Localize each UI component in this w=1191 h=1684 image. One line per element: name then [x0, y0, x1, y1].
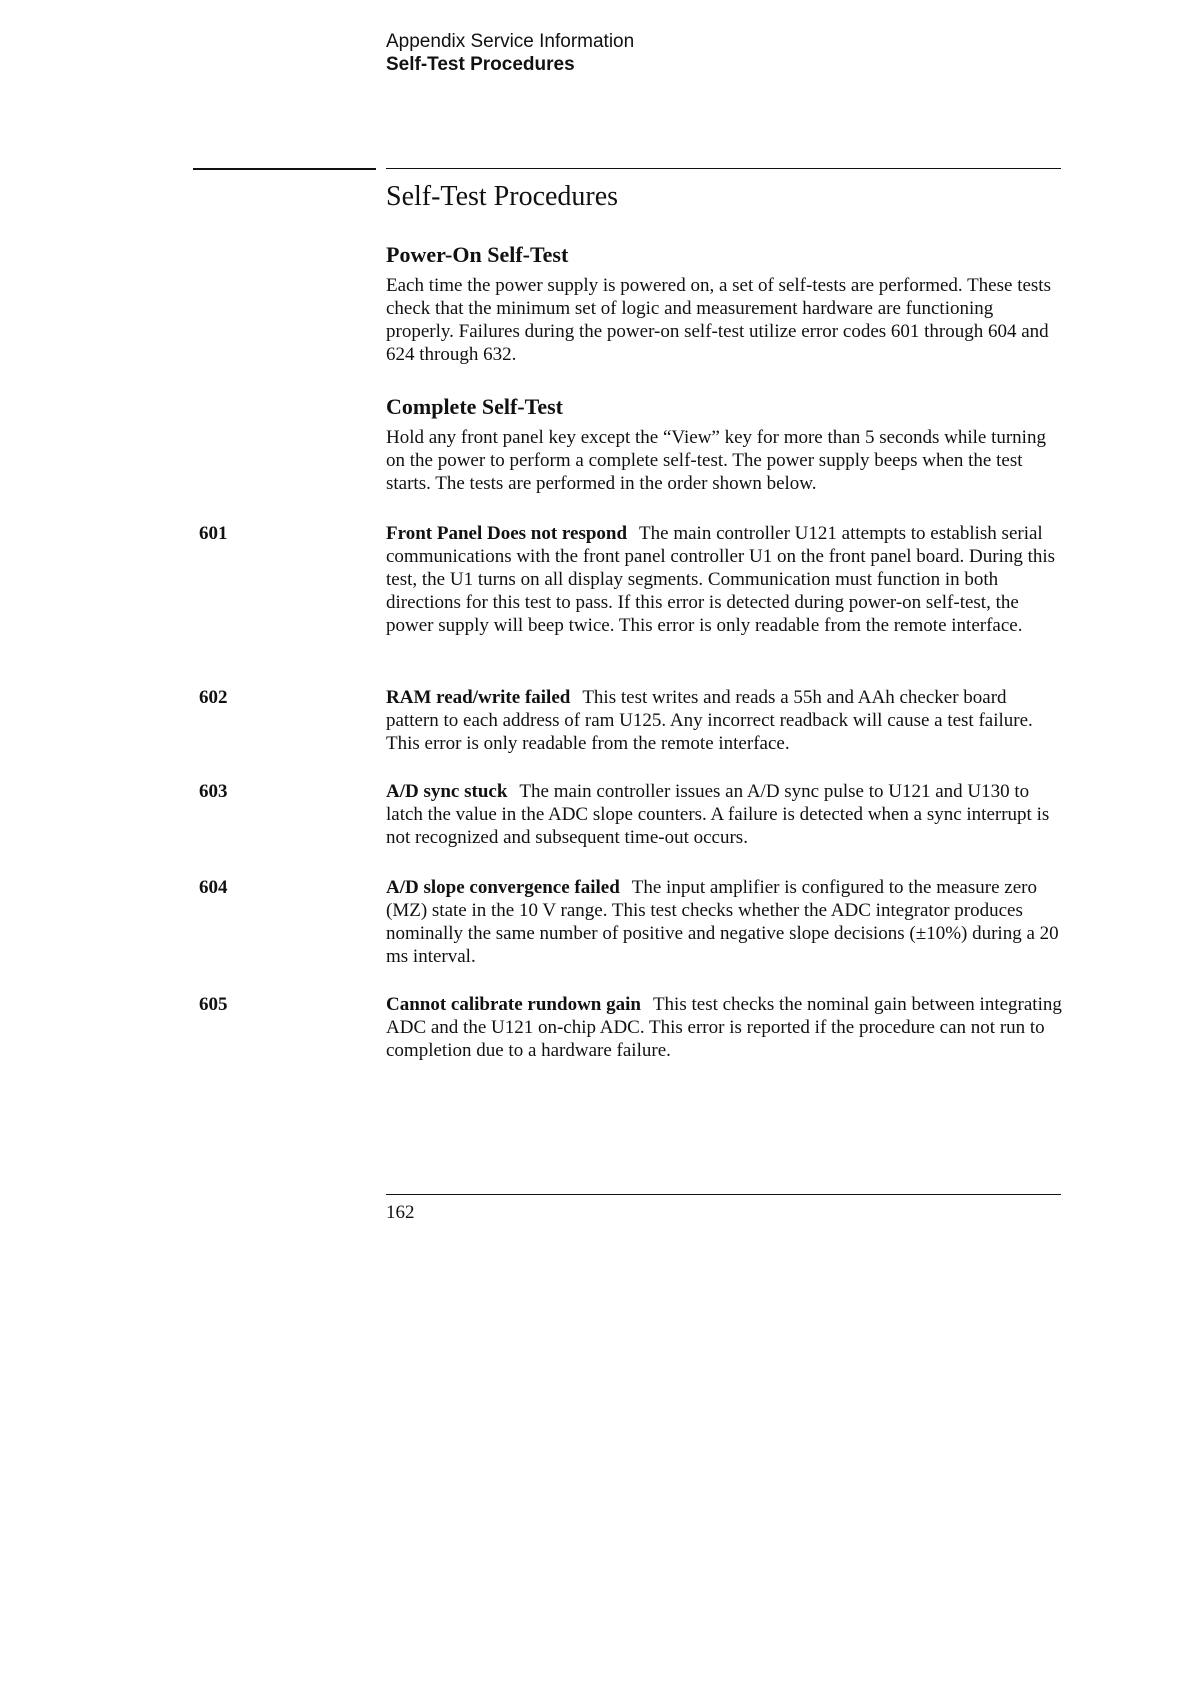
- error-code-604: 604: [199, 877, 228, 898]
- error-entry-603: [386, 780, 1062, 849]
- error-code-601: 601: [199, 523, 228, 544]
- header-section: Self-Test Procedures: [386, 54, 575, 75]
- page-title: Self-Test Procedures: [386, 181, 619, 212]
- error-entry-602: [386, 686, 1062, 755]
- error-description: The main controller issues an A/D sync pulse to U121 and U130 to latch the value in the ADC slope counters. A failure is detected when a sync interrupt is not recognized and subsequent time-out occurs.: [386, 781, 1050, 848]
- error-entry-605: [386, 993, 1062, 1062]
- power-on-heading: Power-On Self-Test: [386, 242, 569, 267]
- error-description: The input amplifier is configured to the measure zero (MZ) state in the 10 V range. This test checks whether the ADC integrator produces nominally the same number of positive and negative slope decisions (±10%) during a 20 ms interval.: [386, 877, 1059, 967]
- error-title: RAM read/write failed: [386, 687, 571, 708]
- error-code-602: 602: [199, 687, 228, 708]
- page-number: 162: [386, 1202, 415, 1223]
- error-title: Cannot calibrate rundown gain: [386, 994, 641, 1015]
- error-description: This test writes and reads a 55h and AAh checker board pattern to each address of ram U125. Any incorrect readback will cause a test failure. This error is only readable from the remote interface.: [386, 687, 1033, 754]
- header-chapter: Appendix Service Information: [386, 31, 635, 52]
- right-divider: [386, 168, 1061, 169]
- running-header: [386, 30, 634, 76]
- footer-divider: [386, 1194, 1061, 1195]
- complete-body: Hold any front panel key except the “View” key for more than 5 seconds while turning on the power to perform a complete self-test. The power supply beeps when the test starts. The tests are performed in the order shown below.: [386, 427, 1046, 494]
- error-title: A/D sync stuck: [386, 781, 508, 802]
- error-code-605: 605: [199, 994, 228, 1015]
- error-entry-604: [386, 876, 1062, 968]
- error-entry-601: [386, 522, 1062, 637]
- error-description: This test checks the nominal gain between integrating ADC and the U121 on-chip ADC. This error is reported if the procedure can not run to completion due to a hardware failure.: [386, 994, 1062, 1061]
- error-code-603: 603: [199, 781, 228, 802]
- error-title: Front Panel Does not respond: [386, 523, 628, 544]
- error-description: The main controller U121 attempts to establish serial communications with the front panel controller U1 on the front panel board. During this test, the U1 turns on all display segments. Communication must function in both directions for this test to pass. If this error is detected during power-on self-test, the power supply will beep twice. This error is only readable from the remote interface.: [386, 523, 1056, 636]
- power-on-body: Each time the power supply is powered on, a set of self-tests are performed. These tests check that the minimum set of logic and measurement hardware are functioning properly. Failures during the power-on self-test utilize error codes 601 through 604 and 624 through 632.: [386, 275, 1051, 365]
- complete-heading: Complete Self-Test: [386, 394, 563, 419]
- error-title: A/D slope convergence failed: [386, 877, 620, 898]
- left-divider: [193, 168, 376, 170]
